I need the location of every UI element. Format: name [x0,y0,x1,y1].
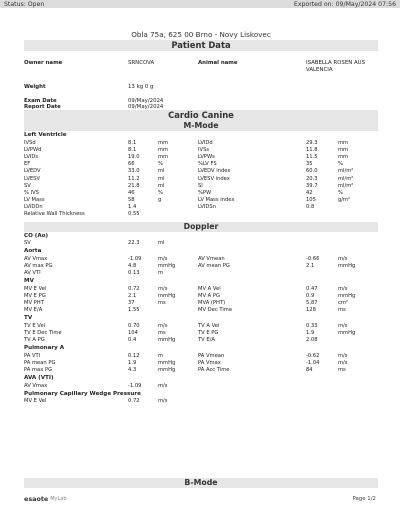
measurement-unit-right: cm² [338,299,348,306]
footer [0,494,400,504]
measurement-row [24,190,378,197]
measurement-unit-left: ms [158,329,166,336]
esaote-logo: esaote [24,495,49,503]
measurement-value-right: 128 [306,307,316,314]
measurement-unit-left: mm [158,139,169,146]
measurement-row [24,197,378,204]
measurement-value-right: 2.1 [306,262,315,269]
measurement-value-left: 1.4 [128,204,137,211]
measurement-unit-right: ms [338,307,346,314]
measurement-row [24,367,378,374]
measurement-value-left: 33.0 [128,168,140,175]
measurement-unit-left: m/s [158,382,168,389]
status-bar [0,0,400,8]
doppler-group-title: Pulmonary A [24,345,65,352]
measurement-label-left: PA mean PG [24,359,56,366]
measurement-label-left: AV Vmax [24,382,48,389]
animal-value-line-2: VALENCIA [306,66,333,73]
measurement-label-left: LVESV [24,175,40,182]
left-ventricle-title: Left Ventricle [24,132,67,139]
measurement-value-left: 0.72 [128,285,140,292]
measurement-row [24,300,378,307]
exam-date-label: Exam Date [24,98,57,105]
measurement-label-right: %LV FS [198,161,217,168]
doppler-table [24,232,378,406]
measurement-label-right: PA Vmean [198,352,225,359]
measurement-label-left: LVEDV [24,168,41,175]
weight-label: Weight [24,84,46,91]
measurement-value-right: 1.9 [306,329,315,336]
measurement-row [24,330,378,337]
measurement-label-left: TV E Dec Time [24,329,62,336]
measurement-unit-left: mm [158,146,169,153]
measurement-label-right: IVSs [198,146,210,153]
measurement-label-left: AV Vmax [24,255,48,262]
measurement-value-right: -0.66 [306,255,320,262]
measurement-label-left: MV PHT [24,299,44,306]
measurement-label-left: Relative Wall Thickness [24,211,85,218]
animal-value-line-1: ISABELLA ROSEN AUS [306,60,366,66]
measurement-row [24,211,378,218]
measurement-value-right: 35 [306,161,313,168]
measurement-row [24,353,378,360]
measurement-unit-left: mmHg [158,367,176,374]
measurement-unit-left: m/s [158,322,168,329]
measurement-label-left: TV A PG [24,337,45,344]
doppler-group-title: CO (Ao) [24,232,49,239]
measurement-label-right: LVPWs [198,153,215,160]
measurement-unit-left: m [158,269,164,276]
measurement-row [24,398,378,405]
measurement-label-right: PA Acc Time [198,367,230,374]
measurement-row [24,140,378,147]
measurement-unit-left: m [158,352,164,359]
measurement-label-right: AV mean PG [198,262,230,269]
measurement-unit-left: mmHg [158,262,176,269]
measurement-row [24,168,378,175]
measurement-value-right: -1.04 [306,359,320,366]
measurement-value-left: 1.55 [128,307,140,314]
measurement-row [24,240,378,247]
measurement-value-right: -0.62 [306,352,320,359]
brand-logo [24,495,67,503]
status-text: Status: Open [4,0,45,8]
measurement-value-right: 0.47 [306,285,318,292]
measurement-row [24,360,378,367]
measurement-unit-left: mmHg [158,359,176,366]
weight-value: 13 kg 0 g [128,84,154,91]
owner-label: Owner name [24,60,63,66]
measurement-value-left: 11.2 [128,175,140,182]
measurement-label-right: PA Vmax [198,359,221,366]
measurement-label-left: IVSd [24,139,36,146]
measurement-value-right: 29.3 [306,139,318,146]
measurement-value-right: 0.33 [306,322,318,329]
measurement-unit-left: ml [158,168,165,175]
measurement-value-left: 22.3 [128,240,140,247]
measurement-row [24,293,378,300]
measurement-value-left: 8.1 [128,139,137,146]
measurement-value-left: 66 [128,161,135,168]
measurement-label-right: TV E/A [198,337,215,344]
measurement-row [24,383,378,390]
measurement-unit-left: m/s [158,398,168,405]
measurement-unit-right: m/s [338,255,348,262]
measurement-row [24,307,378,314]
measurement-value-left: 0.4 [128,337,137,344]
measurement-value-left: 0.72 [128,398,140,405]
measurement-value-left: 2.1 [128,292,137,299]
measurement-unit-left: % [158,161,163,168]
measurement-value-left: 8.1 [128,146,137,153]
measurement-value-right: 20.3 [306,175,318,182]
measurement-label-right: MV A PG [198,292,221,299]
measurement-value-left: 19.0 [128,153,140,160]
measurement-label-right: TV A Vel [198,322,220,329]
measurement-unit-right: mmHg [338,292,356,299]
measurement-label-right: LVIDd [198,139,213,146]
measurement-value-right: 60.0 [306,168,318,175]
measurement-unit-right: m/s [338,322,348,329]
measurement-unit-right: g/m² [338,197,351,204]
measurement-label-left: MV E/A [24,307,43,314]
measurement-row [24,263,378,270]
measurement-row [24,147,378,154]
measurement-value-left: -1.09 [128,255,142,262]
measurement-row [24,183,378,190]
measurement-value-right: 105 [306,197,316,204]
doppler-group-title: Aorta [24,248,42,255]
measurement-label-left: LVPWd [24,146,42,153]
measurement-value-left: 21.8 [128,182,140,189]
measurement-value-right: 42 [306,189,313,196]
doppler-group-title: AVA (VTI) [24,375,54,382]
measurement-unit-left: g [158,197,162,204]
measurement-label-left: MV E Vel [24,285,47,292]
measurement-row [24,337,378,344]
measurement-value-left: 58 [128,197,135,204]
measurement-value-left: 0.13 [128,269,140,276]
measurement-unit-right: ml/m² [338,168,354,175]
measurement-label-right: SI [198,182,203,189]
measurement-label-left: AV max PG [24,262,53,269]
measurement-label-right: TV E PG [198,329,219,336]
measurement-label-left: PA max PG [24,367,53,374]
doppler-group-title: MV [24,278,34,285]
report-date-value: 09/May/2024 [128,104,164,111]
measurement-unit-right: ms [338,367,346,374]
measurement-value-left: 4.8 [128,262,137,269]
measurement-label-left: EF [24,161,31,168]
measurement-value-right: 39.7 [306,182,318,189]
measurement-label-left: LVIDDn [24,204,43,211]
measurement-label-right: LVEDV index [198,168,231,175]
measurement-unit-right: mmHg [338,262,356,269]
measurement-value-right: 11.5 [306,153,318,160]
doppler-group-title: Pulmonary Capillary Wedge Pressure [24,390,141,397]
owner-value: SRNCOVA [128,60,155,66]
b-mode-header: B-Mode [24,478,378,488]
animal-label: Animal name [198,60,238,66]
measurement-unit-left: ms [158,299,166,306]
export-timestamp: Exported on: 09/May/2024 07:56 [293,0,396,8]
measurement-label-left: AV VTI [24,269,41,276]
page-number: Page 1/2 [352,496,376,502]
measurement-unit-right: mm [338,146,349,153]
measurement-value-left: 4.3 [128,367,137,374]
doppler-header: Doppler [24,222,378,232]
measurement-label-right: MV Dec Time [198,307,233,314]
measurement-value-right: 84 [306,367,313,374]
report-date-label: Report Date [24,104,61,111]
measurement-unit-left: ml [158,175,165,182]
doppler-group-title: TV [24,315,33,322]
measurement-value-left: -1.09 [128,382,142,389]
exam-date-value: 09/May/2024 [128,98,164,105]
measurement-row [24,154,378,161]
measurement-label-left: SV [24,182,31,189]
measurement-label-right: LVIDSn [198,204,216,211]
measurement-label-left: LV Mass [24,197,45,204]
measurement-row [24,256,378,263]
owner-row [24,60,378,73]
m-mode-header: M-Mode [24,121,378,131]
measurement-value-right: 0.9 [306,292,315,299]
animal-value [306,60,378,73]
measurement-unit-left: ml [158,240,165,247]
measurement-label-right: MV A Vel [198,285,221,292]
measurement-row [24,161,378,168]
measurement-label-right: LVESV index [198,175,230,182]
measurement-row [24,204,378,211]
measurement-value-right: 11.8 [306,146,318,153]
measurement-value-left: 0.12 [128,352,140,359]
measurement-value-right: 2.08 [306,337,318,344]
measurement-unit-right: m/s [338,352,348,359]
measurement-row [24,270,378,277]
patient-data-header: Patient Data [24,40,378,51]
measurement-label-left: % IVS [24,189,39,196]
measurement-value-left: 46 [128,189,135,196]
measurement-value-left: 37 [128,299,135,306]
measurement-label-right: %PW [198,189,212,196]
measurement-label-left: MV E Vel [24,398,47,405]
measurement-unit-right: % [338,189,343,196]
measurement-row [24,323,378,330]
measurement-row [24,176,378,183]
measurement-row [24,286,378,293]
measurement-unit-right: mm [338,153,349,160]
measurement-label-right: MVA (PHT) [198,299,226,306]
cardio-canine-header: Cardio Canine [24,110,378,121]
measurement-unit-right: mmHg [338,329,356,336]
measurement-value-left: 0.70 [128,322,140,329]
measurement-label-left: MV E PG [24,292,46,299]
measurement-unit-left: m/s [158,255,168,262]
report-page [24,30,378,405]
measurement-unit-right: ml/m² [338,182,354,189]
measurement-label-left: SV [24,240,31,247]
measurement-value-right: 0.8 [306,204,315,211]
mylab-label: MyLab [50,496,67,502]
measurement-unit-left: m/s [158,285,168,292]
measurement-unit-left: mmHg [158,292,176,299]
measurement-label-left: TV E Vel [24,322,46,329]
measurement-value-right: 5.87 [306,299,318,306]
measurement-value-left: 1.9 [128,359,137,366]
measurement-label-right: LV Mass index [198,197,235,204]
measurement-value-left: 0.55 [128,211,140,218]
measurement-unit-left: mm [158,153,169,160]
measurement-unit-right: m/s [338,359,348,366]
measurement-unit-left: ml [158,182,165,189]
measurement-label-left: PA VTI [24,352,41,359]
measurement-unit-right: m/s [338,285,348,292]
measurement-value-left: 104 [128,329,138,336]
measurement-label-left: LVIDs [24,153,39,160]
clinic-address: Obla 75a, 625 00 Brno - Novy Liskovec [131,30,271,39]
measurement-unit-right: ml/m² [338,175,354,182]
measurement-unit-right: % [338,161,343,168]
m-mode-table [24,140,378,219]
measurement-unit-right: mm [338,139,349,146]
measurement-label-right: AV Vmean [198,255,225,262]
measurement-unit-left: mmHg [158,337,176,344]
measurement-unit-left: % [158,189,163,196]
